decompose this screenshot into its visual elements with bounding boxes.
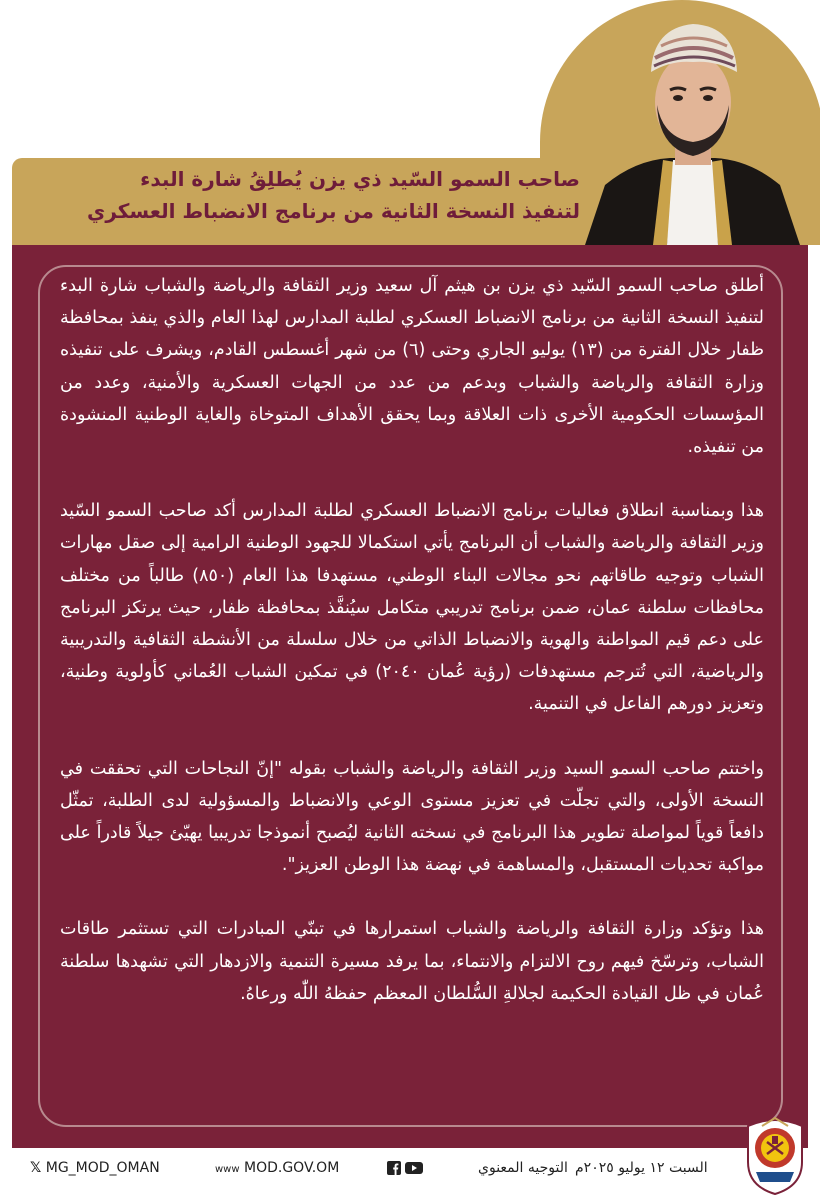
article-paragraph-3: واختتم صاحب السمو السيد وزير الثقافة والرياضة والشباب بقوله "إنّ النجاحات التي تحققت في النسخة الأولى، والتي تجلّت في تعزيز مستوى الوعي والانضباط والمسؤولية لدى الطلبة، تمثّل دافعاً قوياً لمواصلة تطوير هذا البرنامج في نسخته الثانية ليُصبح أنموذجا تدريبيا يهيّئ جيلاً قادراً على مواكبة تحديات المستقبل، والمساهمة في نهضة هذا الوطن العزيز".	[60, 758, 764, 876]
social-icons	[387, 1160, 423, 1176]
department-label: التوجيه المعنوي	[478, 1160, 568, 1176]
footer	[0, 1148, 820, 1200]
website-link[interactable]	[215, 1160, 339, 1176]
ministry-emblem	[742, 1112, 808, 1196]
article-body	[60, 270, 764, 1042]
x-handle[interactable]	[30, 1160, 160, 1176]
article-paragraph-2: هذا وبمناسبة انطلاق فعاليات برنامج الانضباط العسكري لطلبة المدارس أكد صاحب السمو السّيد وزير الثقافة والرياضة والشباب أن البرنامج يأتي استكمالا للجهود الوطنية الرامية إلى صقل مهارات الشباب وتوجيه طاقاتهم نحو مجالات البناء الوطني، مستهدفا هذا العام (٨٥٠) طالباً من مختلف محافظات سلطنة عمان، ضمن برنامج تدريبي متكامل سيُنفَّذ بمحافظة ظفار، حيث يرتكز البرنامج على دعم قيم المواطنة والهوية والانضباط الذاتي من خلال سلسلة من الأنشطة الثقافية والتدريبية والرياضية، التي تُترجم مستهدفات (رؤية عُمان ٢٠٤٠) في تمكين الشباب العُماني كأولوية وطنية، وتعزيز دورهم الفاعل في التنمية.	[60, 501, 765, 715]
website-text: MOD.GOV.OM	[244, 1160, 340, 1176]
www-label: www	[215, 1164, 240, 1175]
article-paragraph-4: هذا وتؤكد وزارة الثقافة والرياضة والشباب استمرارها في تبنّي المبادرات التي تستثمر طاقات الشباب، وترسّخ فيهم روح الالتزام والانتماء، بما يرفد مسيرة التنمية والازدهار التي تشهدها سلطنة عُمان في ظل القيادة الحكيمة لجلالةِ السُّلطان المعظم حفظهُ اللّٰه ورعاهُ.	[60, 919, 764, 1004]
headline-line-2: لتنفيذ النسخة الثانية من برنامج الانضباط العسكري	[87, 199, 580, 223]
facebook-icon[interactable]	[387, 1161, 401, 1175]
portrait-photo	[575, 10, 810, 245]
date-label: السبت ١٢ يوليو ٢٠٢٥م	[575, 1160, 708, 1176]
headline-line-1: صاحب السمو السّيد ذي يزن يُطلِقُ شارة البدء	[140, 167, 580, 191]
x-handle-text: MG_MOD_OMAN	[45, 1160, 160, 1176]
x-logo-icon: 𝕏	[30, 1160, 42, 1176]
youtube-icon[interactable]	[405, 1161, 423, 1175]
headline	[20, 163, 580, 227]
header-area	[0, 0, 820, 245]
article-paragraph-1: أطلق صاحب السمو السّيد ذي يزن بن هيثم آل سعيد وزير الثقافة والرياضة والشباب شارة البدء لتنفيذ النسخة الثانية من برنامج الانضباط العسكري لطلبة المدارس لهذا العام والذي ينفذ بمحافظة ظفار خلال الفترة من (١٣) يوليو الجاري وحتى (٦) من شهر أغسطس القادم، ويشرف على تنفيذه وزارة الثقافة والرياضة والشباب وبدعم من عدد من الجهات العسكرية والأمنية، وعدد من المؤسسات الحكومية الأخرى ذات العلاقة وبما يحقق الأهداف المتوخاة والغاية الوطنية المنشودة من تنفيذه.	[60, 276, 765, 458]
